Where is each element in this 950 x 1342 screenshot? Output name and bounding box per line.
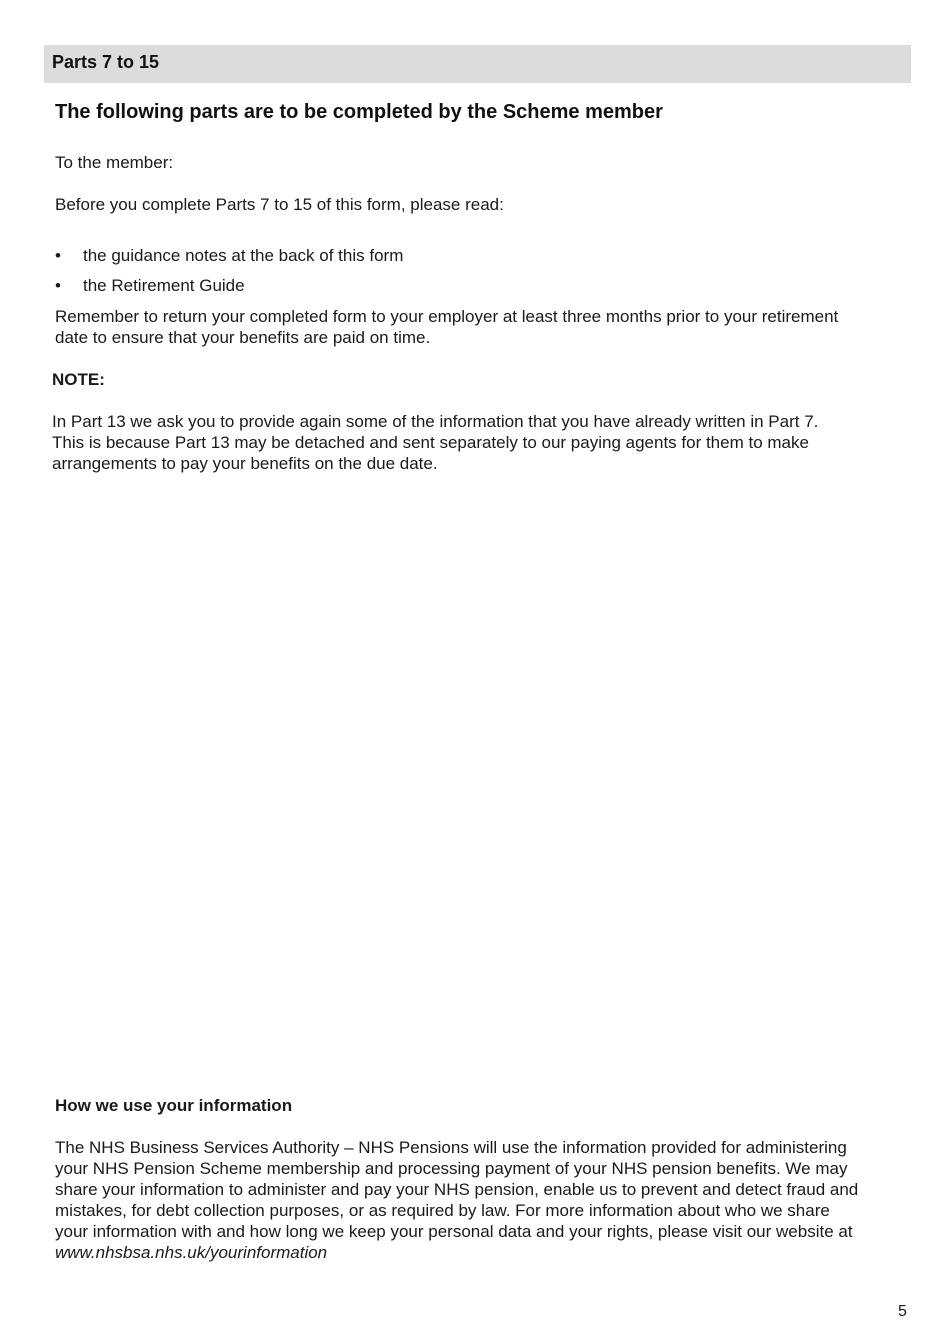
page-number: 5 — [898, 1303, 907, 1320]
note-line-2: This is because Part 13 may be detached and sent separately to our paying agents for them to make — [52, 433, 809, 452]
bullet-marker: • — [55, 276, 61, 295]
note-label: NOTE: — [52, 370, 105, 389]
info-heading: How we use your information — [55, 1096, 293, 1115]
info-line-4: mistakes, for debt collection purposes, or as required by law. For more information about who we share — [55, 1201, 830, 1220]
section-header-bar — [44, 45, 911, 83]
salutation-text: To the member: — [55, 153, 174, 172]
list-item-label: the guidance notes at the back of this form — [83, 246, 404, 265]
website-link[interactable]: www.nhsbsa.nhs.uk/yourinformation — [55, 1243, 328, 1262]
bullet-marker: • — [55, 246, 61, 265]
info-line-1: The NHS Business Services Authority – NHS Pensions will use the information provided for administering — [55, 1138, 847, 1157]
list-item-label: the Retirement Guide — [83, 276, 245, 295]
note-line-3: arrangements to pay your benefits on the due date. — [52, 454, 438, 473]
section-title: Parts 7 to 15 — [52, 52, 160, 72]
reminder-line-2: date to ensure that your benefits are paid on time. — [55, 328, 431, 347]
info-line-2: your NHS Pension Scheme membership and processing payment of your NHS pension benefits. We may — [55, 1159, 848, 1178]
note-line-1: In Part 13 we ask you to provide again some of the information that you have already written in Part 7. — [52, 412, 819, 431]
info-line-3: share your information to administer and pay your NHS pension, enable us to prevent and detect fraud and — [55, 1180, 859, 1199]
info-line-5: your information with and how long we keep your personal data and your rights, please visit our website at — [55, 1222, 853, 1241]
before-read-text: Before you complete Parts 7 to 15 of this form, please read: — [55, 195, 504, 214]
page-heading: The following parts are to be completed by the Scheme member — [55, 101, 663, 123]
reminder-line-1: Remember to return your completed form to your employer at least three months prior to your retirement — [55, 307, 839, 326]
